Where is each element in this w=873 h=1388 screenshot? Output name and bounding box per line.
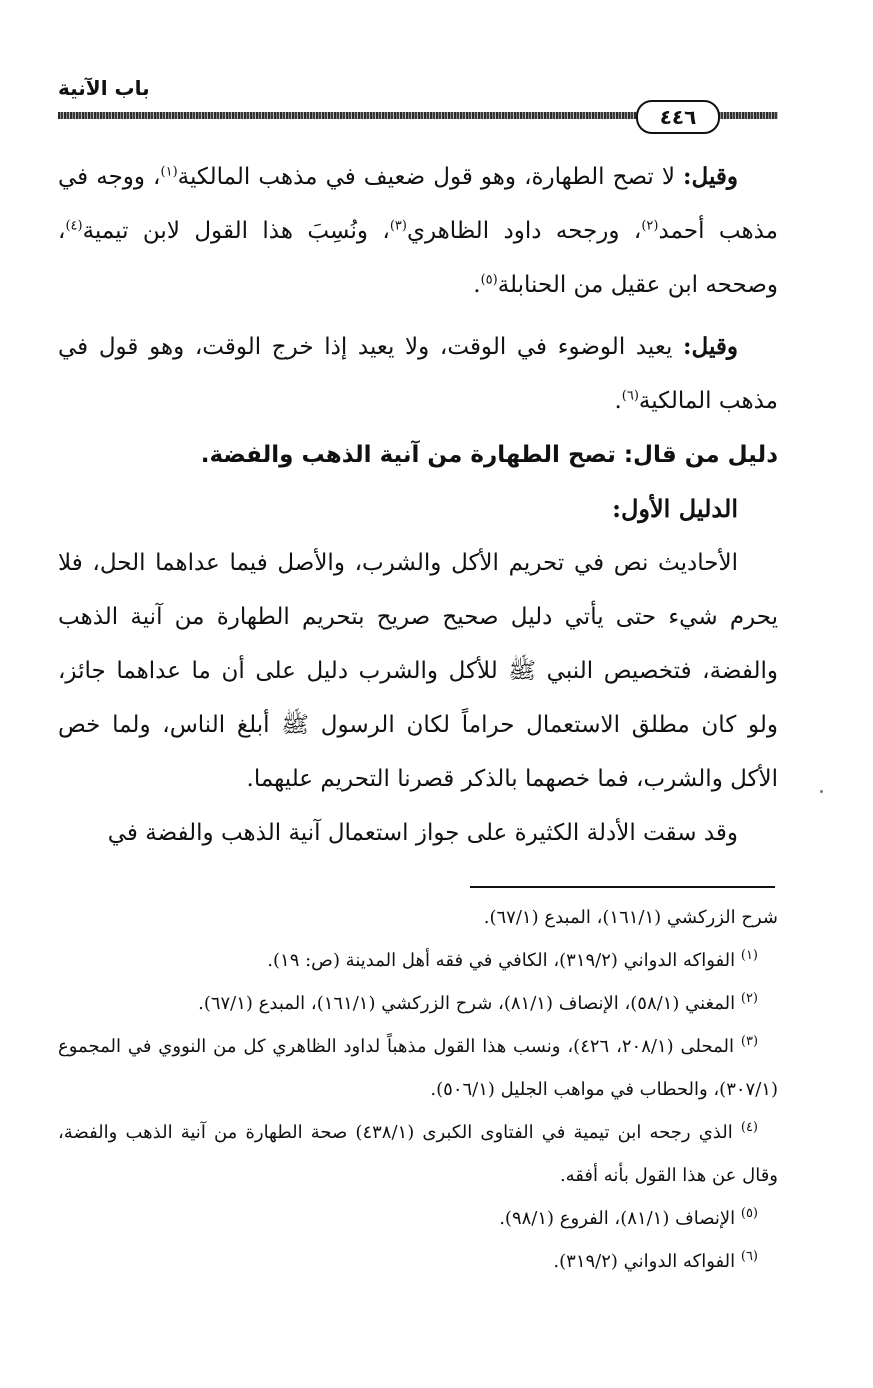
- footnotes: [58, 896, 778, 1283]
- main-text: [58, 150, 778, 860]
- page-number: ٤٤٦: [636, 100, 720, 134]
- footnote-text: الفواكه الدواني (٣١٩/٢).: [553, 1251, 741, 1272]
- footnote-1: [58, 939, 778, 982]
- evidence-subheading: الدليل الأول:: [612, 494, 738, 523]
- paragraph-lead: وقيل:: [683, 163, 738, 190]
- footnote-ref-1[interactable]: (١): [160, 164, 178, 180]
- footnote-text: المغني (٥٨/١)، الإنصاف (٨١/١)، شرح الزركشي (١٦١/١)، المبدع (٦٧/١).: [198, 993, 741, 1014]
- footnote-3: [58, 1025, 778, 1111]
- header-rule-right: [712, 112, 778, 119]
- paragraph-evidence: الأحاديث نص في تحريم الأكل والشرب، والأصل فيما عداهما الحل، فلا يحرم شيء حتى يأتي دليل صحيح صريح بتحريم الطهارة من آنية الذهب والفضة، فتخصيص النبي ﷺ للأكل والشرب دليل على أن ما عداهما جائز، ولو كان مطلق الاستعمال حراماً لكان الرسول ﷺ أبلغ الناس، ولما خص الأكل والشرب، فما خصهما بالذكر قصرنا التحريم عليهما.: [58, 550, 778, 792]
- footnote-5: [58, 1197, 778, 1240]
- text-run: ، ورجحه داود الظاهري: [406, 218, 642, 244]
- footnote-mark: (٦): [740, 1249, 758, 1264]
- footnote-carryover: شرح الزركشي (١٦١/١)، المبدع (٦٧/١).: [483, 907, 778, 928]
- footnote-mark: (٣): [740, 1034, 759, 1049]
- text-run: ، ووجه في مذهب أحمد: [58, 164, 778, 244]
- footnote-text: الإنصاف (٨١/١)، الفروع (٩٨/١).: [499, 1208, 741, 1229]
- footnote-ref-3[interactable]: (٣): [389, 218, 407, 234]
- footnote-mark: (٤): [740, 1120, 758, 1135]
- footnote-ref-5[interactable]: (٥): [480, 272, 498, 288]
- chapter-title: باب الآنية: [58, 76, 150, 100]
- header-rule-left: [58, 112, 640, 119]
- text-run: ، ونُسِبَ هذا القول لابن تيمية: [82, 218, 390, 244]
- paragraph-opinion-invalid: [58, 150, 778, 312]
- footnote-ref-4[interactable]: (٤): [65, 218, 83, 234]
- footnote-text: الفواكه الدواني (٣١٩/٢)، الكافي في فقه أهل المدينة (ص: ١٩).: [267, 950, 741, 971]
- paragraph-opinion-repeat: [58, 320, 778, 428]
- text-run: ، وصححه ابن عقيل من الحنابلة: [58, 218, 778, 298]
- footnote-6: [58, 1240, 778, 1283]
- footnote-4: [58, 1111, 778, 1197]
- section-heading: دليل من قال: تصح الطهارة من آنية الذهب والفضة.: [200, 442, 778, 468]
- text-run: يعيد الوضوء في الوقت، ولا يعيد إذا خرج الوقت، وهو قول في مذهب المالكية: [58, 334, 778, 414]
- print-speck: [820, 790, 823, 793]
- text-run: .: [614, 388, 622, 414]
- footnote-mark: (٢): [740, 991, 758, 1006]
- paragraph-continuation: وقد سقت الأدلة الكثيرة على جواز استعمال آنية الذهب والفضة في: [107, 820, 738, 846]
- text-run: لا تصح الطهارة، وهو قول ضعيف في مذهب المالكية: [177, 164, 684, 190]
- footnote-separator: [470, 886, 775, 888]
- text-run: .: [473, 272, 481, 298]
- footnote-ref-2[interactable]: (٢): [641, 218, 659, 234]
- footnote-2: [58, 982, 778, 1025]
- footnote-ref-6[interactable]: (٦): [621, 388, 639, 404]
- footnote-mark: (١): [740, 948, 758, 963]
- footnote-text: الذي رجحه ابن تيمية في الفتاوى الكبرى (٤٣٨/١) صحة الطهارة من آنية الذهب والفضة، وقال عن هذا القول بأنه أفقه.: [58, 1122, 778, 1186]
- paragraph-lead: وقيل:: [683, 333, 738, 360]
- footnote-text: المحلى (٢٠٨/١، ٤٢٦)، ونسب هذا القول مذهباً لداود الظاهري كل من النووي في المجموع (٣٠٧/١)، والحطاب في مواهب الجليل (٥٠٦/١).: [58, 1036, 778, 1100]
- footnote-mark: (٥): [740, 1206, 758, 1221]
